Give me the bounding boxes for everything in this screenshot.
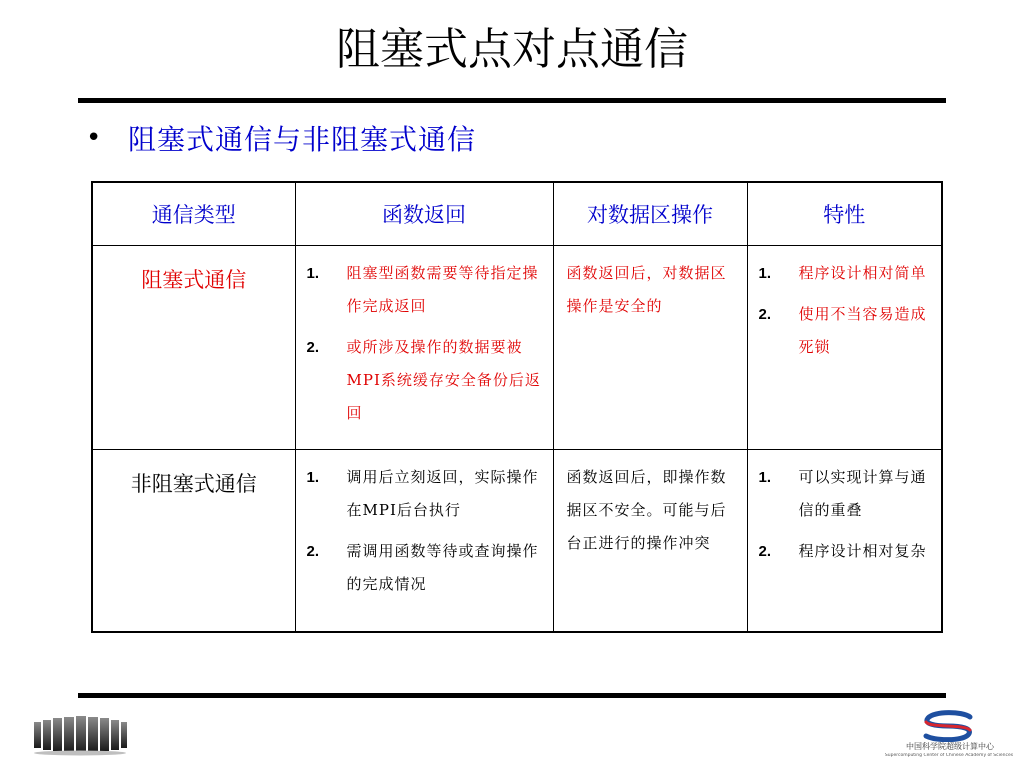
- table-row-nonblocking: [92, 450, 942, 632]
- data-op-text: 函数返回后，即操作数据区不安全。可能与后台正进行的操作冲突: [566, 468, 727, 552]
- table-header-row: [92, 182, 942, 246]
- list-item: [759, 535, 933, 568]
- sccas-logo-icon: [920, 710, 976, 742]
- list-item: [759, 257, 933, 290]
- item-number: 2.: [758, 306, 772, 323]
- data-op-text: 函数返回后，对数据区操作是安全的: [566, 264, 727, 315]
- list-item: [759, 298, 933, 364]
- row-data-op-cell: [553, 246, 747, 450]
- item-number: 1.: [306, 265, 320, 282]
- item-text: 可以实现计算与通信的重叠: [798, 468, 927, 519]
- row-features-cell: [747, 450, 942, 632]
- list-item: [307, 257, 544, 323]
- item-number: 1.: [306, 469, 320, 486]
- org-name: 中国科学院超级计算中心: [906, 742, 994, 751]
- row-data-op-cell: [553, 450, 747, 632]
- header-function-return: 函数返回: [295, 182, 553, 246]
- list-item: [759, 461, 933, 527]
- row-returns-cell: [295, 450, 553, 632]
- list-item: [307, 535, 544, 601]
- bullet-dot: •: [86, 123, 102, 153]
- list-item: [307, 461, 544, 527]
- features-list: [749, 247, 941, 378]
- item-text: 程序设计相对复杂: [798, 542, 927, 560]
- bullet-point: [86, 116, 476, 160]
- item-number: 1.: [758, 265, 772, 282]
- item-text: 或所涉及操作的数据要被MPI系统缓存安全备份后返回: [346, 338, 541, 422]
- item-text: 阻塞型函数需要等待指定操作完成返回: [346, 264, 539, 315]
- top-divider: [78, 98, 946, 103]
- item-number: 1.: [758, 469, 772, 486]
- features-list: [749, 451, 941, 582]
- header-data-operation: 对数据区操作: [553, 182, 747, 246]
- item-text: 使用不当容易造成死锁: [798, 305, 927, 356]
- slide-title: 阻塞式点对点通信: [336, 24, 688, 75]
- returns-list: [297, 247, 552, 444]
- item-text: 程序设计相对简单: [798, 264, 927, 282]
- row-type-label: 阻塞式通信: [92, 246, 295, 450]
- item-number: 2.: [306, 339, 320, 356]
- list-item: [307, 331, 544, 430]
- item-text: 需调用函数等待或查询操作的完成情况: [346, 542, 539, 593]
- returns-list: [297, 451, 552, 615]
- row-returns-cell: [295, 246, 553, 450]
- bottom-divider: [78, 693, 946, 698]
- communication-table: [91, 181, 943, 633]
- table-row-blocking: [92, 246, 942, 450]
- org-name-en: Supercomputing Center of Chinese Academy of Sciences: [884, 753, 1014, 758]
- header-comm-type: 通信类型: [92, 182, 295, 246]
- bullet-text: 阻塞式通信与非阻塞式通信: [128, 123, 477, 156]
- server-racks-icon: [30, 712, 130, 756]
- item-number: 2.: [306, 543, 320, 560]
- item-number: 2.: [758, 543, 772, 560]
- row-features-cell: [747, 246, 942, 450]
- row-type-label: 非阻塞式通信: [92, 450, 295, 632]
- item-text: 调用后立刻返回，实际操作在MPI后台执行: [346, 468, 539, 519]
- header-features: 特性: [747, 182, 942, 246]
